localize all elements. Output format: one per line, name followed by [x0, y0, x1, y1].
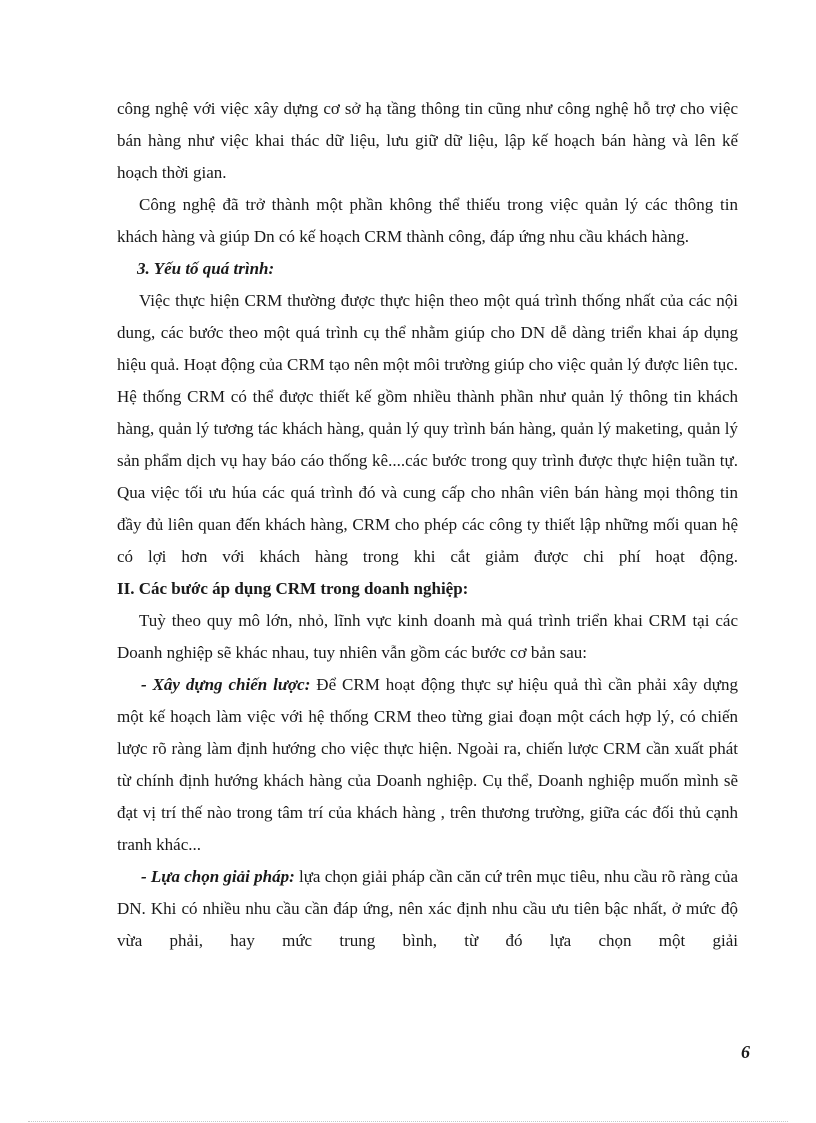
- paragraph-technology-role: Công nghệ đã trở thành một phần không thể thiếu trong việc quản lý các thông tin khách hàng và giúp Dn có kế hoạch CRM thành công, đáp ứng nhu cầu khách hàng.: [117, 195, 738, 246]
- paragraph-technology-continued: công nghệ với việc xây dựng cơ sở hạ tầng thông tin cũng như công nghệ hỗ trợ cho việc bán hàng như việc khai thác dữ liệu, lưu giữ dữ liệu, lập kế hoạch bán hàng và lên kế hoạch thời gian.: [117, 99, 738, 182]
- strategy-text: Để CRM hoạt động thực sự hiệu quả thì cần phải xây dựng một kế hoạch làm việc với hệ thống CRM theo từng giai đoạn một cách hợp lý, có chiến lược rõ ràng làm định hướng cho việc thực hiện. Ngoài ra, chiến lược CRM cần xuất phát từ chính định hướng khách hàng của Doanh nghiệp. Cụ thể, Doanh nghiệp muốn mình sẽ đạt vị trí thế nào trong tâm trí của khách hàng , trên thương trường, giữa các đối thủ cạnh tranh khác...: [117, 675, 738, 854]
- heading-process-factor: 3. Yếu tố quá trình:: [137, 259, 275, 278]
- paragraph-steps-intro-text: Tuỳ theo quy mô lớn, nhỏ, lĩnh vực kinh doanh mà quá trình triển khai CRM tại các Doanh nghiệp sẽ khác nhau, tuy nhiên vẫn gồm các bước cơ bản sau:: [117, 611, 738, 662]
- body-text: [117, 93, 738, 957]
- paragraph-process: Việc thực hiện CRM thường được thực hiện theo một quá trình thống nhất của các nội dung, các bước theo một quá trình cụ thể nhằm giúp cho DN dễ dàng triển khai áp dụng hiệu quả. Hoạt động của CRM tạo nên một môi trường giúp cho việc quản lý được liên tục. Hệ thống CRM có thể được thiết kế gồm nhiều thành phần như quản lý thông tin khách hàng, quản lý tương tác khách hàng, quản lý quy trình bán hàng, quản lý maketing, quản lý sản phẩm dịch vụ hay báo cáo thống kê....các bước trong quy trình được thực hiện tuần tự. Qua việc tối ưu húa các quá trình đó và cung cấp cho nhân viên bán hàng mọi thông tin đầy đủ liên quan đến khách hàng, CRM cho phép các công ty thiết lập những mối quan hệ có lợi hơn với khách hàng trong khi cắt giảm được chi phí hoạt động.: [117, 291, 738, 566]
- solution-text: lựa chọn giải pháp cần căn cứ trên mục tiêu, nhu cầu rõ ràng của DN. Khi có nhiều nhu cầu cần đáp ứng, nên xác định nhu cầu ưu tiên bậc nhất, ở mức độ vừa phải, hay mức trung bình, từ đó lựa chọn một giải: [117, 867, 738, 950]
- paragraph-strategy: [117, 669, 738, 861]
- solution-lead: - Lựa chọn giải pháp:: [141, 867, 295, 886]
- heading-crm-steps: II. Các bước áp dụng CRM trong doanh nghiệp:: [117, 579, 469, 598]
- paragraph-solution: [117, 861, 738, 957]
- bottom-divider: [28, 1121, 788, 1122]
- paragraph-steps-intro: [117, 605, 738, 669]
- page-number: 6: [741, 1042, 750, 1062]
- strategy-lead: - Xây dựng chiến lược:: [141, 675, 311, 694]
